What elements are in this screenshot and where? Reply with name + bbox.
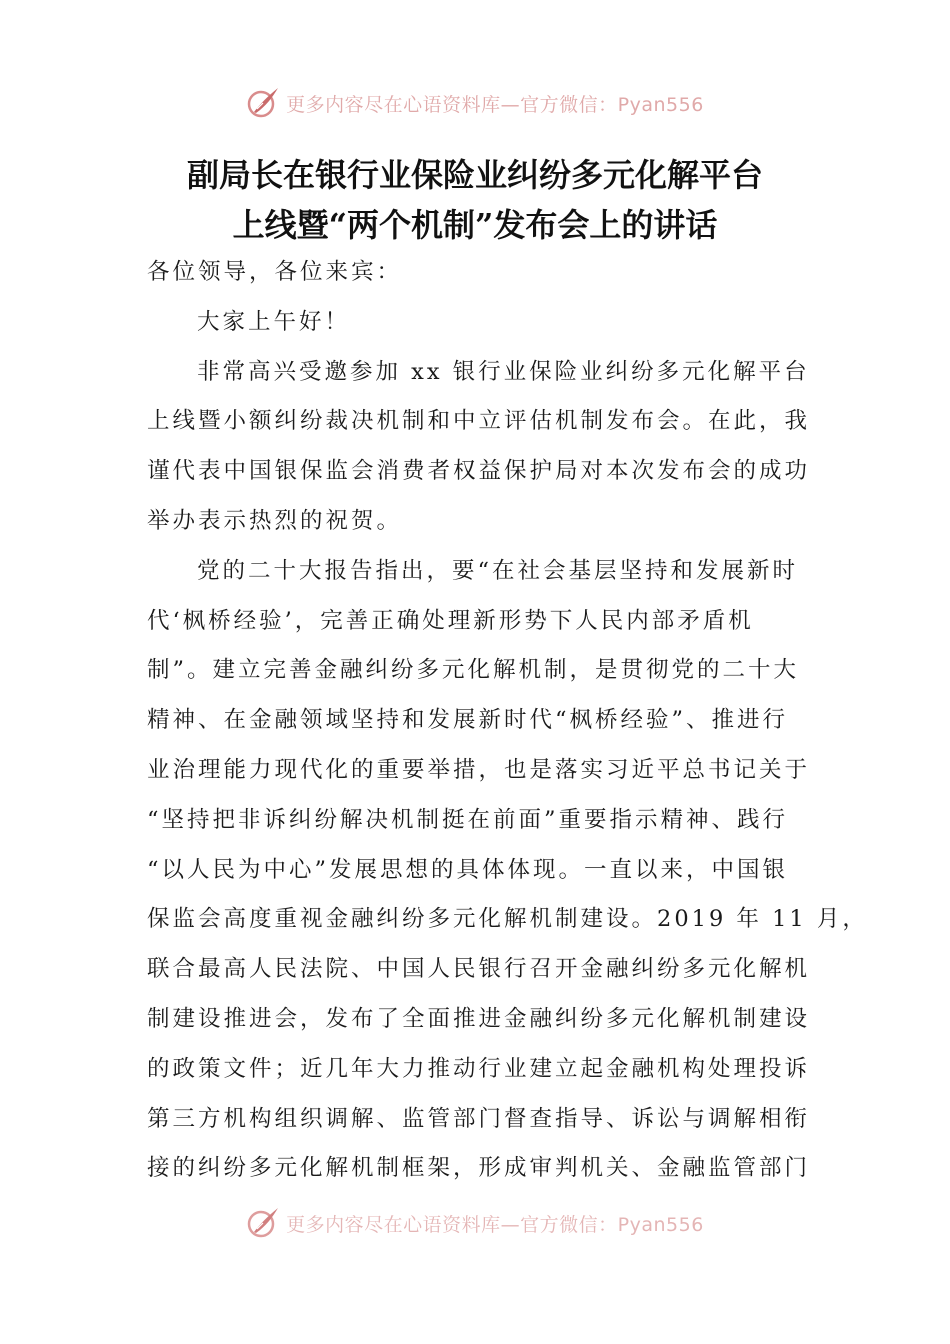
document-title xyxy=(100,150,850,250)
quill-logo-icon xyxy=(246,1206,280,1240)
title-line: 上线暨“两个机制”发布会上的讲话 xyxy=(232,206,718,244)
paragraph-continued xyxy=(147,597,868,1195)
text-line: 代‘枫桥经验’，完善正确处理新形势下人民内部矛盾机 xyxy=(147,607,754,634)
greeting: 大家上午好！ xyxy=(197,308,351,335)
text-line: 的政策文件；近几年大力推动行业建立起金融机构处理投诉 xyxy=(147,1055,811,1082)
salutation: 各位领导，各位来宾： xyxy=(147,259,403,285)
title-line: 副局长在银行业保险业纠纷多元化解平台 xyxy=(186,156,763,194)
document-body xyxy=(147,248,868,1194)
watermark-footer xyxy=(0,1206,950,1240)
text-line: 谨代表中国银保监会消费者权益保护局对本次发布会的成功 xyxy=(147,458,811,485)
watermark-header xyxy=(0,86,950,120)
watermark-text: 更多内容尽在心语资料库—官方微信：Pyan556 xyxy=(286,93,704,116)
paragraph-continued xyxy=(147,397,812,546)
text-line: 上线暨小额纠纷裁决机制和中立评估机制发布会。在此，我 xyxy=(147,408,811,435)
text-line: “以人民为中心”发展思想的具体体现。一直以来，中国银 xyxy=(147,856,789,883)
paragraph xyxy=(147,547,812,597)
quill-logo-icon xyxy=(246,86,280,120)
text-line: 制”。建立完善金融纠纷多元化解机制，是贯彻党的二十大 xyxy=(147,657,800,684)
text-line: 保监会高度重视金融纠纷多元化解机制建设。2019 年 11 月， xyxy=(147,906,868,933)
paragraph xyxy=(147,348,812,398)
text-line: 非常高兴受邀参加 xx 银行业保险业纠纷多元化解平台 xyxy=(197,358,810,385)
text-line: 联合最高人民法院、中国人民银行召开金融纠纷多元化解机 xyxy=(147,956,811,983)
text-line: 业治理能力现代化的重要举措，也是落实习近平总书记关于 xyxy=(147,756,811,783)
text-line: “坚持把非诉纠纷解决机制挺在前面”重要指示精神、践行 xyxy=(147,806,789,833)
text-line: 举办表示热烈的祝贺。 xyxy=(147,507,403,534)
watermark-text: 更多内容尽在心语资料库—官方微信：Pyan556 xyxy=(286,1213,704,1236)
text-line: 精神、在金融领域坚持和发展新时代“枫桥经验”、推进行 xyxy=(147,707,789,734)
text-line: 接的纠纷多元化解机制框架，形成审判机关、金融监管部门 xyxy=(147,1155,811,1182)
text-line: 第三方机构组织调解、监管部门督查指导、诉讼与调解相衔 xyxy=(147,1105,811,1132)
text-line: 制建设推进会，发布了全面推进金融纠纷多元化解机制建设 xyxy=(147,1005,811,1032)
text-line: 党的二十大报告指出，要“在社会基层坚持和发展新时 xyxy=(197,557,799,584)
